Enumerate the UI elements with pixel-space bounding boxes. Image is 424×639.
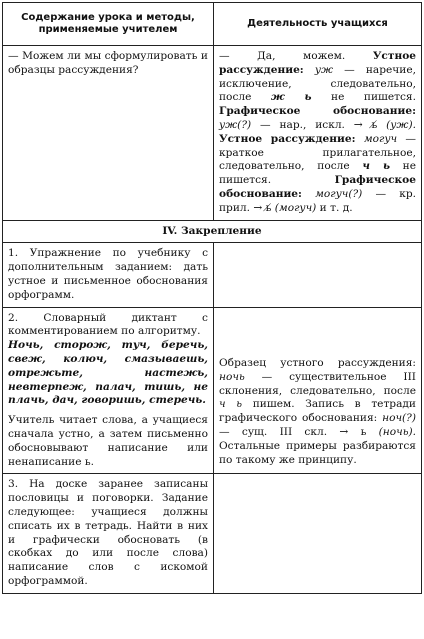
row3-teacher-cell — [3, 307, 214, 474]
row3-student-cell — [214, 307, 422, 474]
text-run: ь̸ — [265, 201, 272, 214]
text-run: уж — [303, 63, 334, 76]
row1-student-cell — [214, 46, 422, 221]
text-run: ь̸ — [371, 118, 378, 131]
text-run: не пишется. — [219, 160, 417, 187]
row4-student-cell — [214, 474, 422, 593]
text-run: не пишется. — [311, 91, 416, 104]
text-run: ноч(?) — [382, 412, 416, 425]
text-run: ч ь — [219, 398, 243, 411]
header-teacher-methods: Содержание урока и методы, применяемые учителем — [3, 3, 214, 46]
text-run: могуч(?) — [301, 187, 363, 200]
text-run: Устное рассуждение: — [219, 132, 356, 145]
text-run: — кр. прил. → — [219, 187, 416, 214]
text-run: Остальные примеры разбираются по такому же принципу. — [219, 439, 416, 466]
text-run: ночь — [219, 370, 245, 383]
text-run: Устное рассуждение: — [219, 50, 416, 76]
text-run: (могуч) — [271, 201, 317, 214]
table-row — [3, 243, 422, 307]
row4-teacher-cell: 3. На доске заранее записаны пословицы и поговорки. Задание следующее: учащиеся должны списать их в тетрадь. Найти в них и графически обосновать (в скобках до или после слова) написание слов с искомой орфограммой. — [3, 474, 214, 593]
row1-student-rich-text — [219, 50, 416, 216]
dictation-intro: 2. Словарный диктант с комментированием по алгоритму. — [8, 311, 208, 338]
text-run: могуч — [355, 132, 398, 145]
text-run: ж ь — [270, 91, 312, 104]
text-run: Графическое обоснование: — [219, 174, 416, 200]
text-run: ь — [360, 425, 367, 438]
text-run: ч ь — [362, 160, 390, 173]
text-run: — сущ. III скл. → — [219, 425, 361, 438]
text-run: (ночь). — [366, 425, 416, 438]
section-title: IV. Закрепление — [3, 220, 422, 243]
text-run: (уж). — [377, 118, 416, 131]
table-row — [3, 474, 422, 593]
text-run: — Да, можем. — [219, 50, 373, 62]
row2-teacher-cell: 1. Упражнение по учебнику с дополнительным заданием: дать устное и письменное обоснования орфограмм. — [3, 243, 214, 307]
text-run: Графическое обоснование: — [219, 105, 416, 118]
lesson-table — [2, 2, 422, 594]
table-row — [3, 307, 422, 474]
text-run: — наречие, исключение, следовательно, после — [219, 63, 416, 104]
teacher-note: Учитель читает слова, а учащиеся сначала устно, а затем письменно обосновывают написание или ненаписание ь. — [8, 414, 208, 468]
row1-teacher-cell: — Можем ли мы сформулировать и образцы рассуждения? — [3, 46, 214, 221]
text-run: — существительное III склонения, следовательно, после — [219, 370, 416, 397]
dictation-words: Ночь, сторож, туч, беречь, свеж, колюч, смазываешь, отрежьте, настежь, невтерпеж, палач, тишь, не плачь, дач, говоришь, стеречь. — [8, 339, 208, 407]
text-run: — краткое прилагательное, следовательно, после — [219, 132, 416, 173]
header-student-activity: Деятельность учащихся — [214, 3, 422, 46]
section-header-row — [3, 220, 422, 243]
table-row — [3, 46, 422, 221]
text-run: уж(?) — [219, 118, 252, 131]
text-run: — нар., искл. → — [251, 118, 372, 131]
text-run: пишем. Запись в тетради графического обоснования: — [219, 398, 416, 425]
text-run: Образец устного рассуждения: — [219, 356, 416, 369]
text-run: и т. д. — [316, 201, 353, 214]
row3-student-rich-text — [219, 357, 416, 467]
row2-student-cell — [214, 243, 422, 307]
table-header-row — [3, 3, 422, 46]
